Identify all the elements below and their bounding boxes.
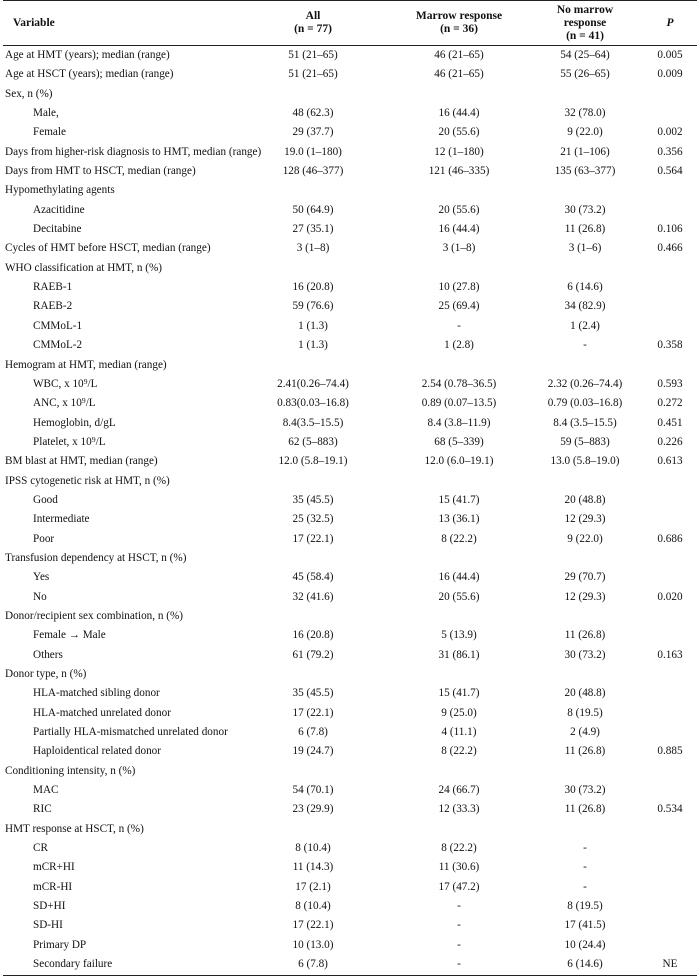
cell-all: 6 (7.8) <box>298 726 328 739</box>
table-row <box>3 104 697 123</box>
cell-no-marrow-response: 8 (19.5) <box>567 706 603 719</box>
row-label: Others <box>33 648 63 661</box>
table-row <box>3 297 697 316</box>
row-label: RIC <box>33 803 52 816</box>
cell-all: 50 (64.9) <box>292 203 334 216</box>
cell-no-marrow-response: - <box>583 861 587 874</box>
row-label: SD-HI <box>33 919 63 932</box>
cell-marrow-response: 2.54 (0.78–36.5) <box>421 377 497 390</box>
cell-marrow-response: 8 (22.2) <box>441 842 477 855</box>
cell-all: 16 (20.8) <box>292 281 334 294</box>
characteristics-table <box>3 0 697 976</box>
table-row <box>3 878 697 897</box>
cell-marrow-response: 9 (25.0) <box>441 706 477 719</box>
cell-all: 11 (14.3) <box>292 861 334 874</box>
row-label: No <box>33 590 47 603</box>
table-row <box>3 742 697 761</box>
cell-all: 17 (22.1) <box>292 919 334 932</box>
cell-no-marrow-response: - <box>583 339 587 352</box>
cell-no-marrow-response: 30 (73.2) <box>564 648 606 661</box>
table-row <box>3 916 697 935</box>
row-label: Days from higher-risk diagnosis to HMT, median (range) <box>5 145 262 158</box>
table-row <box>3 123 697 142</box>
table-row <box>3 626 697 645</box>
cell-all: 19 (24.7) <box>292 745 334 758</box>
header-no-marrow-response <box>533 1 637 45</box>
cell-marrow-response: 20 (55.6) <box>438 203 480 216</box>
cell-marrow-response: 12 (33.3) <box>438 803 480 816</box>
cell-all: 8 (10.4) <box>295 900 331 913</box>
cell-p-value: 0.009 <box>657 68 683 81</box>
row-label: ANC, x 10⁹/L <box>33 397 96 410</box>
cell-marrow-response: 13 (36.1) <box>438 513 480 526</box>
row-label: mCR+HI <box>33 861 75 874</box>
table-row <box>3 220 697 239</box>
cell-p-value: 0.564 <box>657 165 683 178</box>
cell-no-marrow-response: 54 (25–64) <box>560 49 610 61</box>
table-row <box>3 414 697 433</box>
row-label: SD+HI <box>33 900 66 913</box>
row-label: Conditioning intensity, n (%) <box>5 764 136 777</box>
row-label: Intermediate <box>33 513 90 526</box>
row-label: Sex, n (%) <box>5 87 53 100</box>
table-row <box>3 665 697 684</box>
cell-marrow-response: 0.89 (0.07–13.5) <box>421 397 497 410</box>
cell-p-value: NE <box>662 958 678 971</box>
table-row <box>3 472 697 491</box>
header-marrow-label: Marrow response <box>415 10 503 22</box>
table-row <box>3 452 697 471</box>
table-row <box>3 394 697 413</box>
row-label: RAEB-1 <box>33 281 73 294</box>
cell-marrow-response: 3 (1–8) <box>442 242 476 255</box>
table-row <box>3 336 697 355</box>
cell-all: 0.83(0.03–16.8) <box>277 397 349 410</box>
row-label: Hypomethylating agents <box>5 184 115 197</box>
table-row <box>3 162 697 181</box>
table-row <box>3 588 697 607</box>
cell-all: 32 (41.6) <box>292 590 334 603</box>
table-row <box>3 955 697 974</box>
cell-p-value: 0.686 <box>657 532 683 545</box>
row-label: Azacitidine <box>33 203 85 216</box>
header-variable: Variable <box>13 16 55 29</box>
table-row <box>3 201 697 220</box>
cell-marrow-response: 68 (5–339) <box>434 435 484 448</box>
cell-marrow-response: 15 (41.7) <box>438 493 480 506</box>
cell-all: 8 (10.4) <box>295 842 331 855</box>
cell-p-value: 0.226 <box>657 435 683 448</box>
row-label: Donor type, n (%) <box>5 668 87 680</box>
table-row <box>3 820 697 839</box>
cell-no-marrow-response: 9 (22.0) <box>567 126 603 139</box>
cell-p-value: 0.885 <box>657 745 683 758</box>
row-label: HLA-matched unrelated donor <box>33 706 171 719</box>
row-label: RAEB-2 <box>33 300 73 313</box>
cell-no-marrow-response: 13.0 (5.8–19.0) <box>550 455 620 468</box>
cell-marrow-response: 31 (86.1) <box>438 648 480 661</box>
row-label: Female <box>33 126 66 139</box>
cell-all: 10 (13.0) <box>292 938 334 951</box>
table-row <box>3 936 697 955</box>
cell-all: 19.0 (1–180) <box>284 145 342 158</box>
header-nomarrow-n: (n = 41) <box>566 29 604 42</box>
cell-p-value: 0.466 <box>657 242 683 255</box>
header-marrow-response <box>389 1 529 45</box>
cell-no-marrow-response: - <box>583 842 587 855</box>
cell-p-value: 0.163 <box>657 648 683 661</box>
cell-p-value: 0.020 <box>657 590 683 603</box>
table-row <box>3 704 697 723</box>
row-label: Male, <box>33 107 59 120</box>
cell-no-marrow-response: 9 (22.0) <box>567 532 603 545</box>
cell-all: 3 (1–8) <box>296 242 330 255</box>
header-all-n: (n = 77) <box>294 23 332 35</box>
cell-p-value: 0.002 <box>657 126 683 139</box>
row-label: CMMoL-1 <box>33 319 83 332</box>
cell-no-marrow-response: 2 (4.9) <box>570 726 600 739</box>
row-label: Partially HLA-mismatched unrelated donor <box>33 726 228 739</box>
cell-no-marrow-response: 30 (73.2) <box>564 203 606 216</box>
row-label: HLA-matched sibling donor <box>33 687 160 700</box>
table-row <box>3 239 697 258</box>
row-label: Transfusion dependency at HSCT, n (%) <box>5 551 187 564</box>
cell-marrow-response: 17 (47.2) <box>438 880 480 893</box>
cell-marrow-response: 46 (21–65) <box>434 68 484 81</box>
cell-no-marrow-response: 11 (26.8) <box>564 803 606 816</box>
cell-all: 59 (76.6) <box>292 300 334 313</box>
cell-all: 29 (37.7) <box>292 126 334 139</box>
cell-no-marrow-response: 6 (14.6) <box>567 281 603 294</box>
cell-p-value: 0.613 <box>657 455 683 468</box>
cell-no-marrow-response: 21 (1–106) <box>560 145 610 158</box>
cell-no-marrow-response: 11 (26.8) <box>564 629 606 642</box>
cell-marrow-response: 8 (22.2) <box>441 532 477 545</box>
row-label: HMT response at HSCT, n (%) <box>5 822 144 835</box>
table-row <box>3 317 697 336</box>
cell-all: 48 (62.3) <box>292 107 334 120</box>
cell-all: 12.0 (5.8–19.1) <box>278 455 348 468</box>
row-label: Age at HMT (years); median (range) <box>5 49 170 61</box>
table-row <box>3 568 697 587</box>
row-label: Decitabine <box>33 223 82 236</box>
cell-p-value: 0.272 <box>657 397 683 410</box>
cell-all: 62 (5–883) <box>288 435 338 448</box>
cell-all: 8.4(3.5–15.5) <box>282 416 344 429</box>
cell-marrow-response: 4 (11.1) <box>441 726 477 739</box>
cell-all: 17 (22.1) <box>292 706 334 719</box>
table-row <box>3 278 697 297</box>
cell-no-marrow-response: 10 (24.4) <box>564 938 606 951</box>
table-row <box>3 839 697 858</box>
table-row <box>3 762 697 781</box>
cell-no-marrow-response: 8.4 (3.5–15.5) <box>553 416 617 429</box>
table-bottom-rule <box>3 975 697 976</box>
cell-marrow-response: - <box>457 958 461 971</box>
table-row <box>3 85 697 104</box>
table-row <box>3 46 697 65</box>
table-row <box>3 684 697 703</box>
row-label: WBC, x 10⁹/L <box>33 377 98 390</box>
table-row <box>3 800 697 819</box>
cell-no-marrow-response: 20 (48.8) <box>564 687 606 700</box>
cell-marrow-response: - <box>457 919 461 932</box>
cell-p-value: 0.005 <box>657 49 683 61</box>
cell-marrow-response: 121 (46–335) <box>428 165 490 178</box>
cell-p-value: 0.593 <box>657 377 683 390</box>
cell-no-marrow-response: 30 (73.2) <box>564 784 606 797</box>
table-row <box>3 510 697 529</box>
cell-all: 1 (1.3) <box>298 319 328 332</box>
row-label: CR <box>33 842 48 855</box>
row-label: WHO classification at HMT, n (%) <box>5 261 162 274</box>
cell-no-marrow-response: 34 (82.9) <box>564 300 606 313</box>
cell-all: 35 (45.5) <box>292 493 334 506</box>
cell-all: 51 (21–65) <box>288 68 338 81</box>
cell-no-marrow-response: 11 (26.8) <box>564 223 606 236</box>
row-label: Yes <box>33 571 50 584</box>
table-row <box>3 646 697 665</box>
row-label: Age at HSCT (years); median (range) <box>5 68 174 81</box>
cell-no-marrow-response: 0.79 (0.03–16.8) <box>547 397 623 410</box>
cell-marrow-response: 24 (66.7) <box>438 784 480 797</box>
table-row <box>3 781 697 800</box>
cell-all: 35 (45.5) <box>292 687 334 700</box>
cell-marrow-response: 12 (1–180) <box>434 145 484 158</box>
cell-marrow-response: 15 (41.7) <box>438 687 480 700</box>
table-row <box>3 607 697 626</box>
row-label: Good <box>33 493 58 506</box>
header-all <box>243 1 383 45</box>
cell-marrow-response: 12.0 (6.0–19.1) <box>424 455 494 468</box>
cell-all: 1 (1.3) <box>298 339 328 352</box>
cell-p-value: 0.106 <box>657 223 683 236</box>
cell-p-value: 0.358 <box>657 339 683 352</box>
cell-no-marrow-response: 59 (5–883) <box>560 435 610 448</box>
cell-all: 25 (32.5) <box>292 513 334 526</box>
cell-no-marrow-response: 12 (29.3) <box>564 513 606 526</box>
row-label: CMMoL-2 <box>33 339 83 352</box>
table-row <box>3 549 697 568</box>
cell-no-marrow-response: 17 (41.5) <box>564 919 606 932</box>
cell-no-marrow-response: 29 (70.7) <box>564 571 606 584</box>
row-label: IPSS cytogenetic risk at HMT, n (%) <box>5 474 170 487</box>
cell-marrow-response: 25 (69.4) <box>438 300 480 313</box>
cell-no-marrow-response: 2.32 (0.26–74.4) <box>547 377 623 390</box>
table-header <box>3 0 697 46</box>
cell-marrow-response: 16 (44.4) <box>438 223 480 236</box>
row-label: Days from HMT to HSCT, median (range) <box>5 165 196 178</box>
cell-all: 6 (7.8) <box>298 958 328 971</box>
table-row <box>3 897 697 916</box>
cell-marrow-response: 20 (55.6) <box>438 590 480 603</box>
header-nomarrow-line1: No marrow <box>556 3 614 16</box>
cell-no-marrow-response: 6 (14.6) <box>567 958 603 971</box>
cell-no-marrow-response: 8 (19.5) <box>567 900 603 913</box>
cell-marrow-response: 20 (55.6) <box>438 126 480 139</box>
cell-marrow-response: 8 (22.2) <box>441 745 477 758</box>
row-label: Hemoglobin, d/gL <box>33 416 116 429</box>
row-label: MAC <box>33 784 59 797</box>
row-label: Platelet, x 10⁹/L <box>33 435 106 448</box>
cell-no-marrow-response: 20 (48.8) <box>564 493 606 506</box>
cell-marrow-response: 16 (44.4) <box>438 571 480 584</box>
row-label: Female → Male <box>33 629 106 642</box>
row-label: Donor/recipient sex combination, n (%) <box>5 609 184 622</box>
cell-no-marrow-response: 55 (26–65) <box>560 68 610 81</box>
cell-p-value: 0.534 <box>657 803 683 816</box>
cell-marrow-response: 8.4 (3.8–11.9) <box>427 416 491 429</box>
row-label: Haploidentical related donor <box>33 745 161 758</box>
table-row <box>3 356 697 375</box>
header-nomarrow-line2: response <box>563 16 607 29</box>
table-row <box>3 181 697 200</box>
cell-marrow-response: 11 (30.6) <box>438 861 480 874</box>
cell-no-marrow-response: 11 (26.8) <box>564 745 606 758</box>
cell-all: 61 (79.2) <box>292 648 334 661</box>
header-all-label: All <box>305 10 321 22</box>
row-label: BM blast at HMT, median (range) <box>5 455 158 468</box>
table-body <box>3 46 697 975</box>
cell-all: 23 (29.9) <box>292 803 334 816</box>
row-label: Secondary failure <box>33 958 113 971</box>
cell-no-marrow-response: 12 (29.3) <box>564 590 606 603</box>
cell-marrow-response: 16 (44.4) <box>438 107 480 120</box>
cell-marrow-response: 10 (27.8) <box>438 281 480 294</box>
cell-all: 2.41(0.26–74.4) <box>277 377 349 390</box>
row-label: mCR-HI <box>33 880 73 893</box>
cell-all: 54 (70.1) <box>292 784 334 797</box>
cell-p-value: 0.356 <box>657 145 683 158</box>
cell-marrow-response: - <box>457 938 461 951</box>
cell-marrow-response: 1 (2.8) <box>444 339 474 352</box>
cell-marrow-response: - <box>457 900 461 913</box>
cell-all: 16 (20.8) <box>292 629 334 642</box>
cell-marrow-response: - <box>457 319 461 332</box>
table-row <box>3 375 697 394</box>
cell-all: 45 (58.4) <box>292 571 334 584</box>
table-row <box>3 530 697 549</box>
cell-all: 17 (2.1) <box>295 880 331 893</box>
header-p-value: P <box>666 16 674 29</box>
cell-all: 17 (22.1) <box>292 532 334 545</box>
cell-no-marrow-response: 135 (63–377) <box>554 165 616 178</box>
cell-marrow-response: 46 (21–65) <box>434 49 484 61</box>
table-row <box>3 491 697 510</box>
table-row <box>3 723 697 742</box>
cell-no-marrow-response: - <box>583 880 587 893</box>
table-row <box>3 433 697 452</box>
cell-p-value: 0.451 <box>657 416 683 429</box>
row-label: Primary DP <box>33 938 87 951</box>
row-label: Cycles of HMT before HSCT, median (range) <box>5 242 211 255</box>
table-row <box>3 65 697 84</box>
table-row <box>3 143 697 162</box>
cell-no-marrow-response: 32 (78.0) <box>564 107 606 120</box>
cell-all: 27 (35.1) <box>292 223 334 236</box>
table-row <box>3 858 697 877</box>
table-row <box>3 259 697 278</box>
cell-marrow-response: 5 (13.9) <box>441 629 477 642</box>
cell-all: 128 (46–377) <box>282 165 344 178</box>
row-label: Poor <box>33 532 55 545</box>
cell-no-marrow-response: 3 (1–6) <box>568 242 602 255</box>
cell-no-marrow-response: 1 (2.4) <box>570 319 600 332</box>
cell-all: 51 (21–65) <box>288 49 338 61</box>
header-marrow-n: (n = 36) <box>440 23 478 35</box>
row-label: Hemogram at HMT, median (range) <box>5 358 167 371</box>
